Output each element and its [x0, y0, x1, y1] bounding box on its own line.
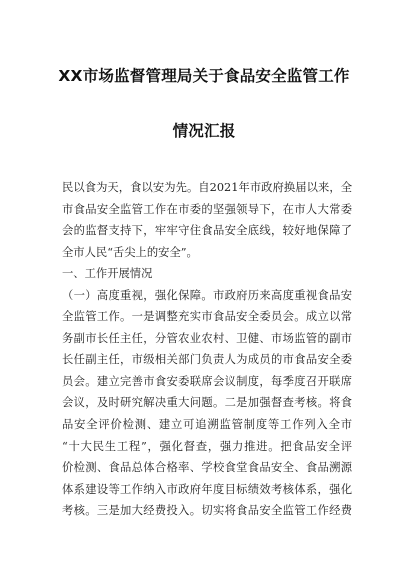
document-title-line-2: 情况汇报 — [172, 122, 236, 140]
body-line: 员会。建立完善市食安委联席会议制度，每季度召开联席 — [62, 374, 352, 388]
body-line: 全市人民“舌尖上的安全”。 — [62, 245, 198, 259]
body-line: （一）高度重视，强化保障。市政府历来高度重视食品安 — [62, 288, 352, 302]
body-line: 会议，及时研究解决重大问题。二是加强督查考核。将食 — [62, 396, 352, 410]
body-line: “十大民生工程”，强化督查，强力推进。把食品安全评 — [62, 439, 352, 453]
body-line: 长任副主任，市级相关部门负责人为成员的市食品安全委 — [62, 353, 352, 367]
body-line: 市食品安全监管工作在市委的坚强领导下，在市人大常委 — [62, 202, 352, 216]
body-line: 民以食为天，食以安为先。自2021年市政府换届以来，全 — [62, 181, 352, 194]
body-line: 体系建设等工作纳入市政府年度目标绩效考核体系，强化 — [62, 482, 352, 496]
body-line: 会的监督支持下，牢牢守住食品安全底线，较好地保障了 — [62, 224, 352, 238]
body-line: 务副市长任主任，分管农业农村、卫健、市场监管的副市 — [62, 331, 352, 345]
body-line: 全监管工作。一是调整充实市食品安全委员会。成立以常 — [62, 310, 352, 324]
body-line: 价检测、食品总体合格率、学校食堂食品安全、食品溯源 — [62, 461, 352, 475]
document-body — [62, 177, 352, 522]
body-line: 考核。三是加大经费投入。切实将食品安全监管工作经费 — [62, 504, 352, 518]
body-line: 品安全评价检测、建立可追溯监管制度等工作列入全市 — [62, 418, 352, 432]
body-line: 一、工作开展情况 — [62, 267, 153, 281]
document-title-line-1: XX市场监督管理局关于食品安全监管工作 — [58, 67, 350, 85]
